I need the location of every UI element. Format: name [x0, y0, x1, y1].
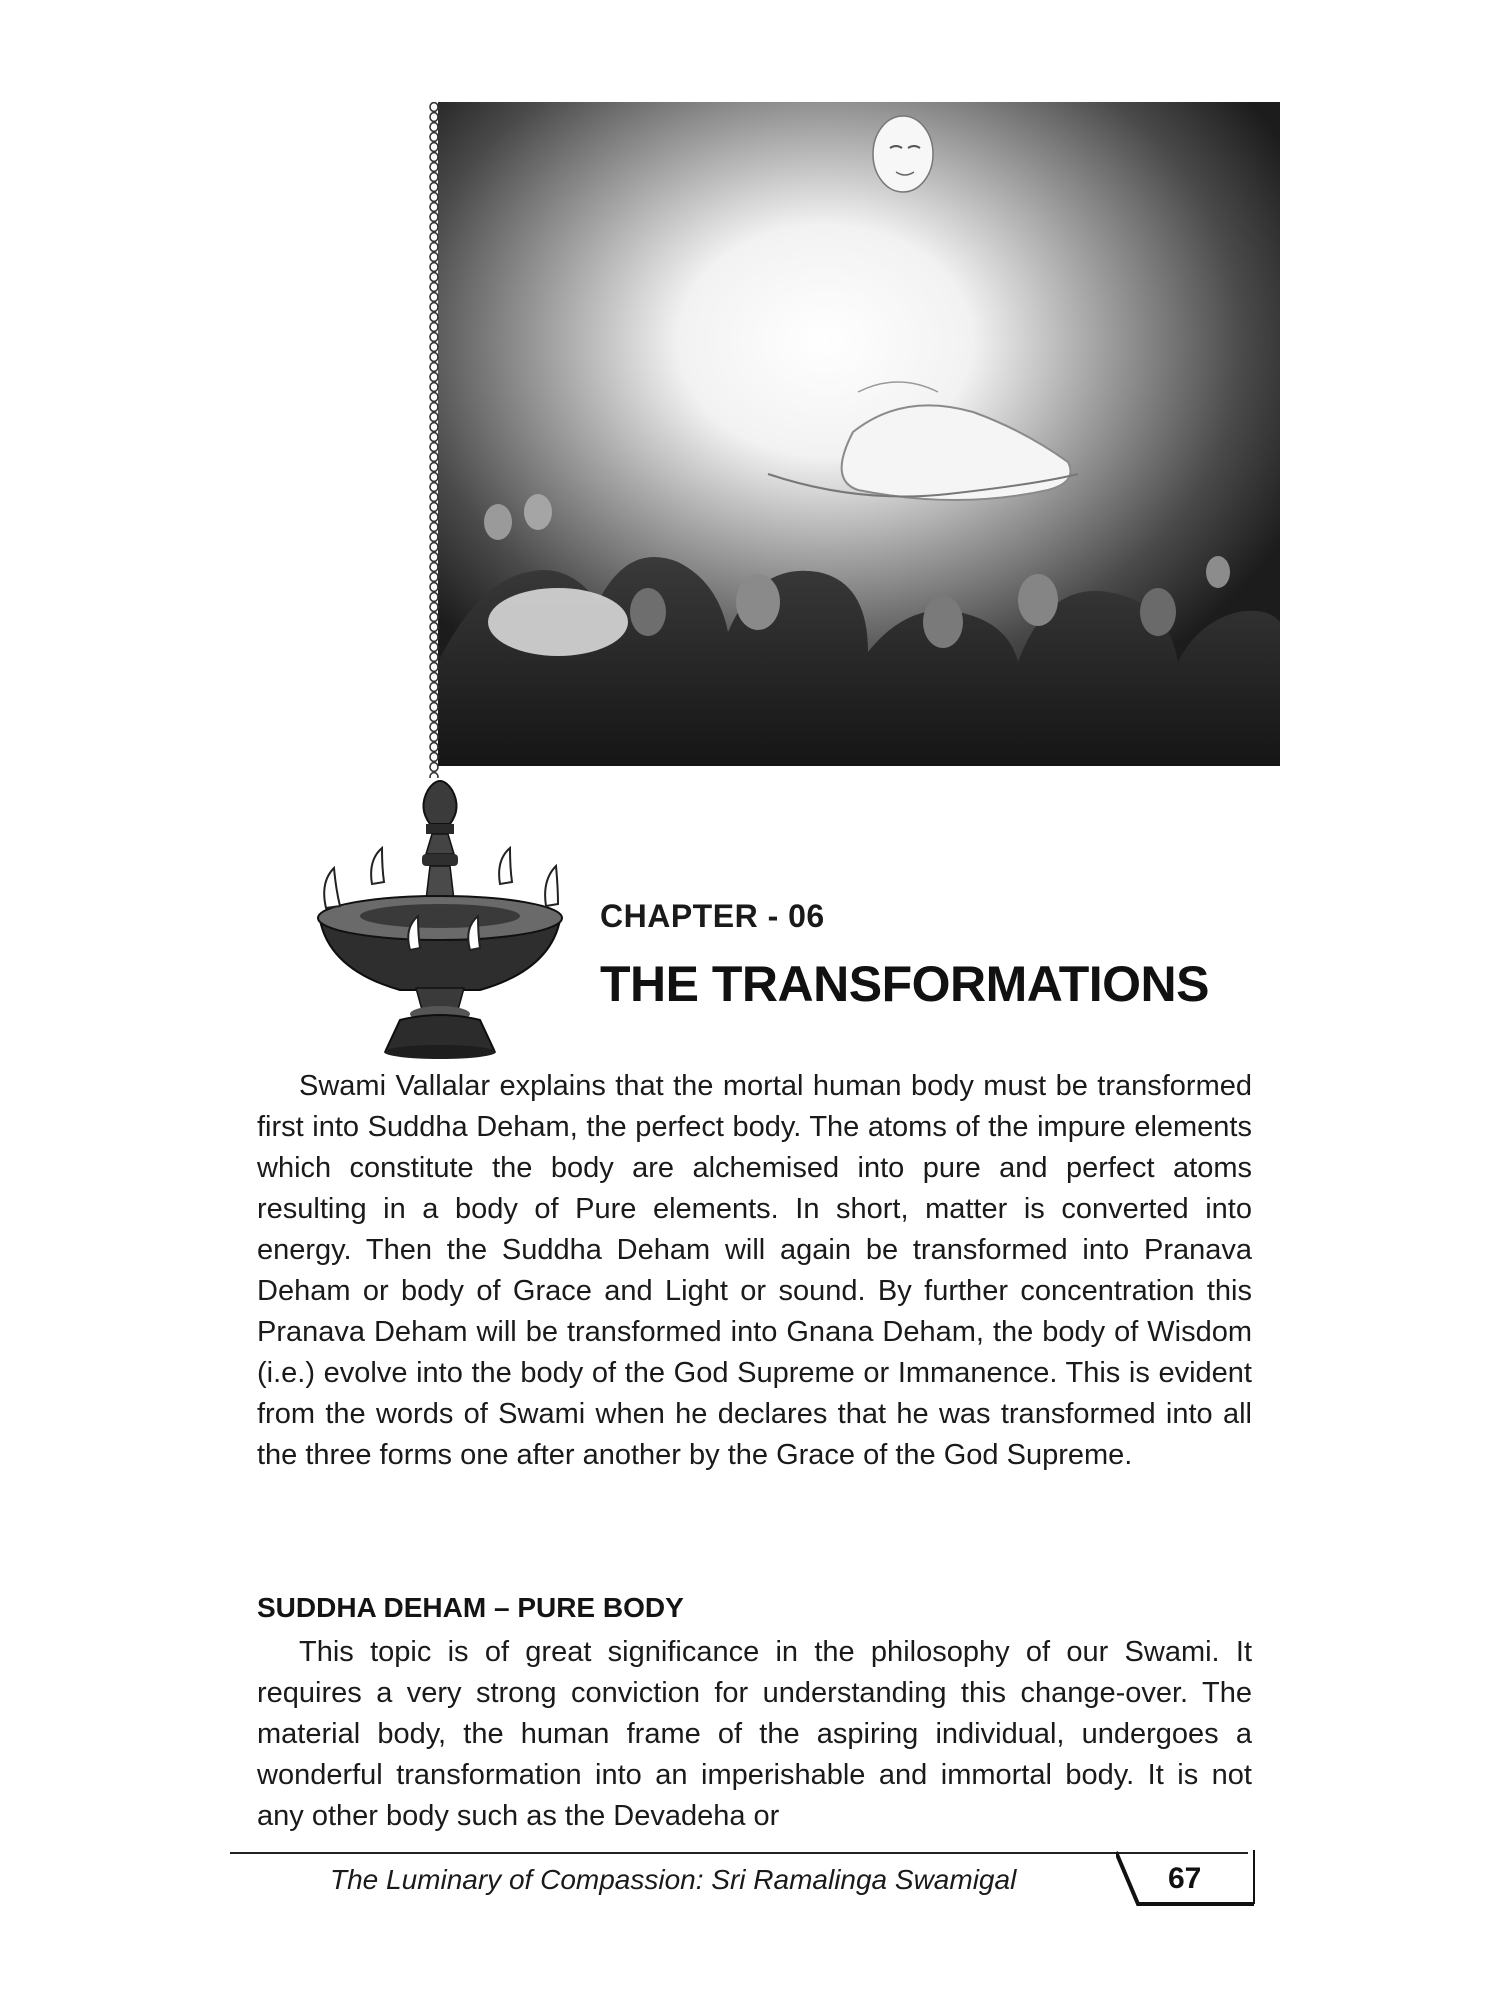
chapter-title: THE TRANSFORMATIONS	[600, 956, 1209, 1012]
page-number: 67	[1168, 1862, 1202, 1895]
oil-lamp-icon	[300, 770, 580, 1060]
hanging-chain	[426, 102, 442, 778]
section-heading: SUDDHA DEHAM – PURE BODY	[257, 1592, 684, 1623]
section-paragraph: This topic is of great significance in the philosophy of our Swami. It requires a very strong conviction for understanding this change-over. The material body, the human frame of the aspiring individual, undergoes a wonderful transformation into an imperishable and immortal body. It is not any other body such as the Devadeha or	[257, 1636, 1252, 1832]
illustration-svg	[438, 102, 1280, 766]
chapter-number: CHAPTER - 06	[600, 898, 825, 934]
chapter-illustration	[438, 102, 1280, 766]
footer-book-title: The Luminary of Compassion: Sri Ramalinga Swamigal	[330, 1864, 1017, 1895]
intro-paragraph: Swami Vallalar explains that the mortal human body must be transformed first into Suddha Deham, the perfect body. The atoms of the impure elements which constitute the body are alchemised into pure and perfect atoms resulting in a body of Pure elements. In short, matter is converted into energy. Then the Suddha Deham will again be transformed into Pranava Deham or body of Grace and Light or sound. By further concentration this Pranava Deham will be transformed into Gnana Deham, the body of Wisdom (i.e.) evolve into the body of the God Supreme or Immanence. This is evident from the words of Swami when he declares that he was transformed into all the three forms one after another by the Grace of the God Supreme.	[257, 1070, 1252, 1471]
footer-rule	[230, 1852, 1248, 1854]
